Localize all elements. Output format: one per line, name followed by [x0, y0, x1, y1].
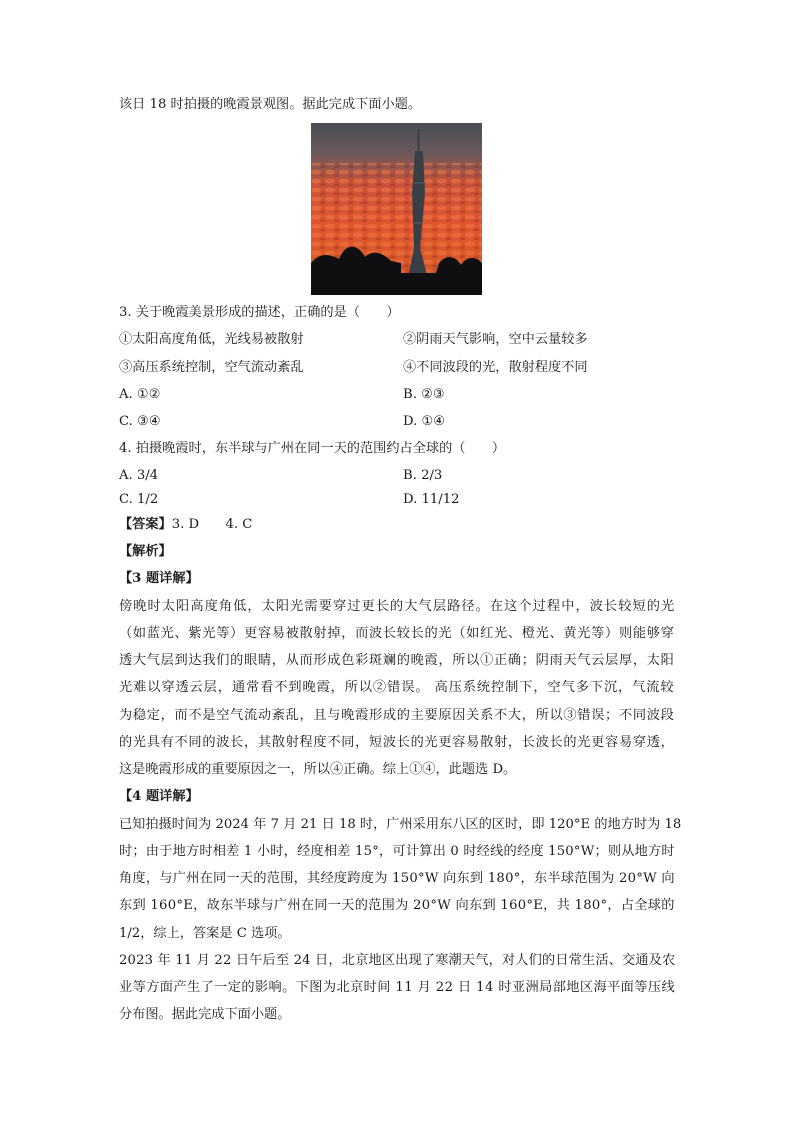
- q3-option-c: C. ③④: [119, 414, 161, 429]
- q4-detail-line: 1/2，综上，答案是 C 选项。: [119, 926, 291, 941]
- answer-line: [119, 515, 252, 535]
- q3-detail-line: （如蓝光、紫光等）更容易被散射掉，而波长较长的光（如红光、橙光、黄光等）则能够穿: [119, 626, 675, 641]
- q3-detail-line: 为稳定，而不是空气流动紊乱，且与晚霞形成的主要原因关系不大，所以③错误；不同波段: [119, 708, 675, 723]
- q3-detail-label: 【3 题详解】: [119, 571, 199, 586]
- q3-statement-4: ④不同波段的光，散射程度不同: [403, 360, 588, 375]
- q4-option-d: D. 11/12: [403, 492, 460, 507]
- sunset-tower-photo: [311, 123, 482, 295]
- q3-statement-1: ①太阳高度角低，光线易被散射: [119, 332, 304, 347]
- q4-detail-line: 时；由于地方时相差 1 小时，经度相差 15°，可计算出 0 时经线的经度 150°W；则从地方时: [119, 844, 675, 859]
- q3-detail-line: 光难以穿透云层，通常看不到晚霞，所以②错误。 高压系统控制下，空气多下沉，气流较: [119, 680, 675, 695]
- canton-tower-sunset-image: [311, 123, 482, 295]
- next-intro-line: 2023 年 11 月 22 日午后至 24 日，北京地区出现了寒潮天气，对人们的日常生活、交通及农: [119, 953, 676, 968]
- q3-statement-3: ③高压系统控制，空气流动紊乱: [119, 360, 304, 375]
- q4-detail-label: 【4 题详解】: [119, 789, 199, 804]
- q3-detail-line: 透大气层到达我们的眼睛，从而形成色彩斑斓的晚霞，所以①正确；阴雨天气云层厚，太阳: [119, 653, 675, 668]
- q4-stem: 4. 拍摄晚霞时，东半球与广州在同一天的范围约占全球的（ ）: [119, 441, 506, 456]
- q3-detail-line: 这是晚霞形成的重要原因之一，所以④正确。综上①④，此题选 D。: [119, 762, 517, 777]
- q3-detail-line: 的光具有不同的波长，其散射程度不同，短波长的光更容易散射，长波长的光更容易穿透，: [119, 735, 675, 750]
- q4-option-b: B. 2/3: [403, 468, 443, 483]
- answer-label: 【答案】: [119, 517, 172, 532]
- intro-text: 该日 18 时拍摄的晚霞景观图。据此完成下面小题。: [119, 97, 422, 112]
- q3-statement-2: ②阴雨天气影响，空中云量较多: [403, 332, 588, 347]
- analysis-label: 【解析】: [119, 544, 172, 559]
- q3-stem: 3. 关于晚霞美景形成的描述，正确的是（ ）: [119, 305, 400, 320]
- q4-detail-line: 东到 160°E，故东半球与广州在同一天的范围为 20°W 向东到 160°E，共 180°，占全球的: [119, 898, 675, 913]
- q4-detail-line: 角度，与广州在同一天的范围，其经度跨度为 150°W 向东到 180°，东半球范围为 20°W 向: [119, 871, 675, 886]
- next-intro-line: 分布图。据此完成下面小题。: [119, 1007, 291, 1022]
- next-intro-line: 业等方面产生了一定的影响。下图为北京时间 11 月 22 日 14 时亚洲局部地区海平面等压线: [119, 980, 676, 995]
- q4-option-a: A. 3/4: [119, 468, 159, 483]
- q3-detail-line: 傍晚时太阳高度角低，太阳光需要穿过更长的大气层路径。在这个过程中，波长较短的光: [119, 599, 676, 614]
- answer-value: 3. D 4. C: [171, 517, 253, 532]
- q4-option-c: C. 1/2: [119, 492, 159, 507]
- q3-option-d: D. ①④: [403, 414, 446, 429]
- q3-option-b: B. ②③: [403, 387, 445, 402]
- q3-option-a: A. ①②: [119, 387, 161, 402]
- q4-detail-line: 已知拍摄时间为 2024 年 7 月 21 日 18 时，广州采用东八区的区时，即 120°E 的地方时为 18: [119, 817, 682, 832]
